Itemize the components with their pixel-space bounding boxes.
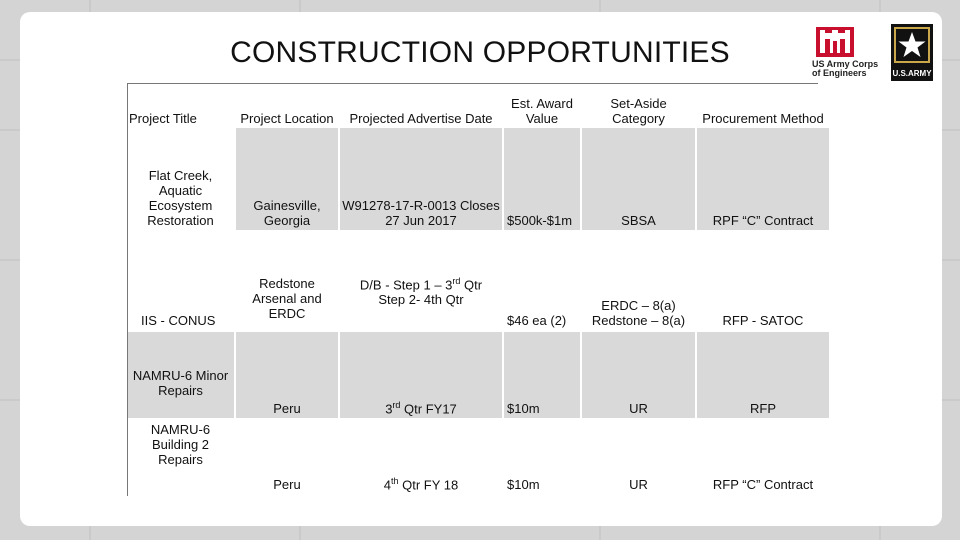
cell-advertise: [339, 419, 503, 495]
header-award-value: Est. Award Value: [503, 83, 581, 127]
header-set-aside: Set-Aside Category: [581, 83, 696, 127]
header-row: [127, 83, 830, 127]
advertise-pre: 3: [385, 401, 393, 416]
cell-advertise: [339, 231, 503, 331]
advertise-pre: 4: [383, 477, 391, 492]
cell-location: Peru: [235, 419, 339, 495]
cell-award: $10m: [503, 419, 581, 495]
corps-line-2: of Engineers: [812, 68, 867, 78]
cell-set-aside: UR: [581, 419, 696, 495]
usace-logo-text: [812, 60, 878, 78]
header-procurement: Procurement Method: [696, 83, 830, 127]
page-title: CONSTRUCTION OPPORTUNITIES: [230, 36, 730, 69]
cell-award: $500k-$1m: [503, 127, 581, 231]
army-wordmark: U.S.ARMY: [892, 69, 932, 78]
advertise-line-1-end: Qtr: [460, 277, 483, 293]
cell-procurement: RFP - SATOC: [696, 231, 830, 331]
set-aside-line-2: Redstone – 8(a): [591, 313, 686, 328]
cell-title: NAMRU-6 Building 2 Repairs: [127, 419, 235, 495]
set-aside-line-1: ERDC – 8(a): [601, 298, 676, 313]
location-text: Redstone Arsenal and ERDC: [252, 276, 322, 321]
cell-award: $10m: [503, 331, 581, 419]
table-row: [127, 331, 830, 419]
advertise-line-1: [342, 276, 500, 292]
advertise-line-1-text: D/B - Step 1 – 3: [359, 277, 453, 293]
cell-title: IIS - CONUS: [127, 231, 235, 331]
cell-location: [235, 231, 339, 331]
advertise-post: Qtr FY 18: [398, 477, 459, 492]
advertise-post: Qtr FY17: [400, 401, 457, 416]
cell-award: $46 ea (2): [503, 231, 581, 331]
advertise-sup: rd: [452, 276, 461, 286]
cell-location: Gainesville, Georgia: [235, 127, 339, 231]
header-advertise-date: Projected Advertise Date: [339, 83, 503, 127]
cell-title: NAMRU-6 Minor Repairs: [127, 331, 235, 419]
cell-set-aside: UR: [581, 331, 696, 419]
header-project-location: Project Location: [235, 83, 339, 127]
advertise-line-2: Step 2- 4th Qtr: [378, 292, 464, 308]
opportunities-table: [127, 83, 831, 496]
cell-procurement: RFP “C” Contract: [696, 419, 830, 495]
table-row: [127, 419, 830, 495]
header-project-title: Project Title: [127, 83, 235, 127]
cell-set-aside: [581, 231, 696, 331]
cell-advertise: [339, 331, 503, 419]
cell-advertise: W91278-17-R-0013 Closes 27 Jun 2017: [339, 127, 503, 231]
corps-line-1: US Army Corps: [812, 59, 879, 69]
cell-procurement: RFP: [696, 331, 830, 419]
cell-set-aside: SBSA: [581, 127, 696, 231]
cell-title: Flat Creek, Aquatic Ecosystem Restoration: [127, 127, 235, 231]
cell-procurement: RPF “C” Contract: [696, 127, 830, 231]
table-row: [127, 231, 830, 331]
cell-location: Peru: [235, 331, 339, 419]
usace-castle-logo: [816, 27, 854, 57]
table-row: [127, 127, 830, 231]
advertise-sup: th: [390, 475, 399, 486]
advertise-sup: rd: [392, 399, 401, 410]
us-army-logo: [891, 24, 933, 81]
star-icon: [891, 24, 933, 66]
